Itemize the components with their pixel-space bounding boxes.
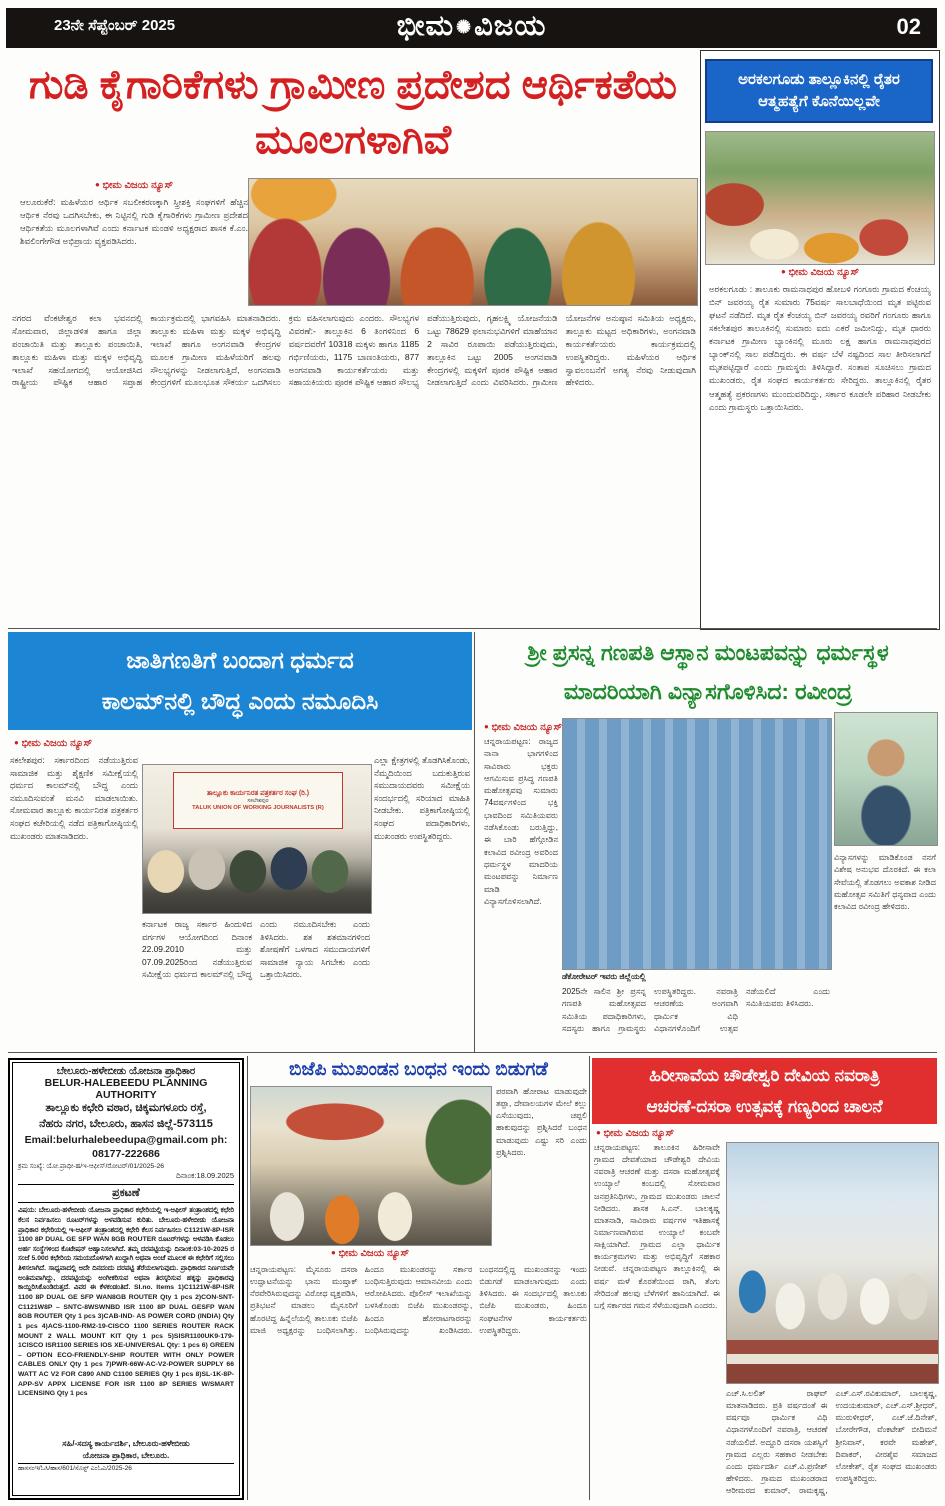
notice-inner-frame xyxy=(12,1062,240,1496)
section-divider-bottom xyxy=(8,1052,937,1053)
caste-press-photo xyxy=(142,764,372,914)
ganapathi-headline xyxy=(478,634,938,711)
lead-headline: ಗುಡಿ ಕೈಗಾರಿಕೆಗಳು ಗ್ರಾಮೀಣ ಪ್ರದೇಶದ ಆರ್ಥಿಕತೆಯ ಮೂಲಗಳಾಗಿವೆ xyxy=(29,63,677,163)
ganapathi-right-column: ವಿನ್ಯಾಸಗಳನ್ನು ಮಾಡಿಕೊಂಡ ನನಗೆ ವಿಶೇಷ ಅನುಭವ ದೊರಕಿದೆ. ಈ ಕಲಾ ಸೇವೆಯಲ್ಲಿ ತೊಡಗಲು ಅವಕಾಶ ನೀಡಿದ ಮಹೋತ್ಸವ ಸಮಿತಿಗೆ ಧನ್ಯವಾದ ಎಂದು ಕಲಾವಿದ ರವೀಂದ್ರ ಹೇಳಿದರು. xyxy=(834,853,936,912)
caste-headline-line2: ಕಾಲಮ್‌ನಲ್ಲಿ ಬೌದ್ಧ ಎಂದು ನಮೂದಿಸಿ xyxy=(101,688,379,714)
byline-bullet-icon: ● xyxy=(780,267,786,276)
bottom-divider-left xyxy=(247,1056,248,1500)
page-number: 02 xyxy=(896,14,921,39)
chaudeshwari-byline xyxy=(596,1128,674,1139)
caste-bottom-columns: ಕರ್ನಾಟಕ ರಾಜ್ಯ ಸರ್ಕಾರ ಹಿಂದುಳಿದ ವರ್ಗಗಳ ಆಯೋಗದಿಂದ ದಿನಾಂಕ 22.09.2010 ಮತ್ತು 07.09.2025ರಿಂದ ನಡೆಯುತ್ತಿರುವ ಸಮೀಕ್ಷೆಯ ಧರ್ಮದ ಕಾಲಮ್‌ನಲ್ಲಿ ಬೌದ್ಧ ಎಂದು ನಮೂದಿಸಬೇಕು ಎಂದು ತಿಳಿಸಿದರು. ಶತ ಶತಮಾನಗಳಿಂದ ಶೋಷಣೆಗೆ ಒಳಗಾದ ಸಮುದಾಯಗಳಿಗೆ ಸಾಮಾಜಿಕ ನ್ಯಾಯ ಸಿಗಬೇಕು ಎಂದು ಒತ್ತಾಯಿಸಿದರು. xyxy=(142,919,370,980)
byline-bullet-icon: ● xyxy=(484,722,489,731)
byline-text: ಭೀಮ ವಿಜಯ ನ್ಯೂಸ್ xyxy=(788,267,860,278)
byline-text: ಭೀಮ ವಿಜಯ ನ್ಯೂಸ್ xyxy=(102,180,174,191)
farmer-headline xyxy=(705,59,933,123)
bottom-divider-right xyxy=(589,1056,590,1500)
banner-line3: TALUK UNION OF WORKING JOURNALISTS (R) xyxy=(192,804,324,811)
caste-article xyxy=(8,632,472,1052)
bjp-photo xyxy=(250,1086,492,1246)
planning-authority-notice xyxy=(8,1058,244,1500)
ganapathi-byline xyxy=(484,722,562,733)
ganapathi-left-column: ಚನ್ನರಾಯಪಟ್ಟಣ: ರಾಜ್ಯದ ನಾನಾ ಭಾಗಗಳಿಂದ ಸಾವಿರಾರು ಭಕ್ತರು ಆಗಮಿಸುವ ಪ್ರಸಿದ್ಧ ಗಣಪತಿ ಮಹೋತ್ಸವವು ಸುಮಾರು 74ವರ್ಷಗಳಿಂದ ಭಕ್ತಿ ಭಾವದಿಂದ ಸಮಿತಿಯವರು ನಡೆಸಿಕೊಂಡು ಬರುತ್ತಿದ್ದು, ಈ ಬಾರಿ ಹೆಗ್ಗೋಡಿನ ಕಲಾವಿದ ರವೀಂದ್ರ ಅವರಿಂದ ಧರ್ಮಸ್ಥಳ ಮಾದರಿಯ ಮಂಟಪವನ್ನು ನಿರ್ಮಾಣ ಮಾಡಿ ವಿನ್ಯಾಸಗೊಳಿಸಲಾಗಿದೆ. xyxy=(484,737,558,906)
masthead-ornament-icon: ✺ xyxy=(456,16,473,37)
middle-column-divider xyxy=(474,632,475,1052)
bjp-side-column: ಪರವಾಗಿ ಹೋರಾಟ ಮಾಡುವುದೇ ತಪ್ಪಾ, ದೇವಾಲಯಗಳ ಮೇಲೆ ಕಲ್ಲು ಎಸೆಯುವುದು, ಚಪ್ಪಲಿ ಹಾಕುವುದನ್ನು ಪ್ರಶ್ನಿಸಿದರೆ ಬಂಧನ ಮಾಡುವುದು ಎಷ್ಟು ಸರಿ ಎಂದು ಪ್ರಶ್ನಿಸಿದರು. xyxy=(496,1087,587,1157)
chaudeshwari-left-column: ಚನ್ನರಾಯಪಟ್ಟಣ: ತಾಲೂಕಿನ ಹಿರೀಸಾವೇ ಗ್ರಾಮದ ದೇವತೆಯಾದ ಚೌಡೇಶ್ವರಿ ದೇವಿಯ ನವರಾತ್ರಿ ಆಚರಣೆ ಮತ್ತು ದಸರಾ ಮಹೋತ್ಸವಕ್ಕೆ ಉಯ್ಯಾಲೆ ಕಂಬದಲ್ಲಿ ಸೋಮವಾರ ಜನಪ್ರತಿನಿಧಿಗಳು, ಗ್ರಾಮದ ಮುಖಂಡರು ಚಾಲನೆ ನೀಡಿದರು. ಶಾಸಕ ಸಿ.ಎನ್. ಬಾಲಕೃಷ್ಣ ಮಾತನಾಡಿ, ಸಾವಿರಾರು ವರ್ಷಗಳ ಇತಿಹಾಸಕ್ಕೆ ನಿರ್ಮಾಣವಾಗಿರುವ ಉಯ್ಯಾಲೆ ಕಂಬವೇ ಸಾಕ್ಷಿಯಾಗಿದೆ. ಗ್ರಾಮದ ಎಲ್ಲಾ ಧಾರ್ಮಿಕ ಕಾರ್ಯಕ್ರಮಗಳು ಮತ್ತು ಅಭಿವೃದ್ಧಿಗೆ ಸಹಕಾರ ನೀಡುವೆ. ಚನ್ನರಾಯಪಟ್ಟಣ ತಾಲ್ಲೂಕಿನಲ್ಲಿ ಈ ವರ್ಷ ಮಳೆ ಕೊರತೆಯಿಂದ ರಾಗಿ, ತೆಂಗು ಸೇರಿದಂತೆ ಹಲವು ಬೆಳೆಗಳಿಗೆ ಹಾನಿಯಾಗಿದೆ. ಈ ಬಗ್ಗೆ ಸರ್ಕಾರದ ಗಮನ ಸೆಳೆಯುವುದಾಗಿ ಎಂದರು. xyxy=(594,1143,720,1310)
lead-article xyxy=(8,50,698,628)
caste-left-column: ಸಕಲೇಶಪುರ: ಸರ್ಕಾರದಿಂದ ನಡೆಯುತ್ತಿರುವ ಸಾಮಾಜಿಕ ಮತ್ತು ಶೈಕ್ಷಣಿಕ ಸಮೀಕ್ಷೆಯಲ್ಲಿ ಧರ್ಮದ ಕಾಲಮ್‌ನಲ್ಲಿ ಬೌದ್ಧ ಎಂದು ನಮೂದಿಸುವಂತೆ ಮನವಿ ಮಾಡಲಾಯಿತು. ಸೋಮವಾರ ತಾಲ್ಲೂಕು ಕಾರ್ಯನಿರತ ಪತ್ರಕರ್ತರ ಸಂಘದ ಕಚೇರಿಯಲ್ಲಿ ನಡೆದ ಪತ್ರಿಕಾಗೋಷ್ಠಿಯಲ್ಲಿ ಮುಖಂಡರು ಮಾತನಾಡಿದರು. xyxy=(10,755,138,841)
banner-line2: ಸಕಲೇಶಪುರ xyxy=(247,798,269,805)
notice-date: ದಿನಾಂಕ:18.09.2025 xyxy=(176,1171,234,1181)
press-conference-banner xyxy=(173,772,344,829)
notice-title-english: BELUR-HALEBEEDU PLANNING AUTHORITY xyxy=(44,1077,208,1101)
notice-signature xyxy=(18,1438,234,1461)
lead-event-photo xyxy=(248,178,698,306)
byline-bullet-icon: ● xyxy=(14,738,19,747)
chaudeshwari-crowd-photo xyxy=(726,1142,939,1384)
farmer-byline xyxy=(701,267,939,278)
newspaper-title-left: ಭೀಮ xyxy=(396,10,455,42)
notice-heading: ಪ್ರಕಟಣೆ xyxy=(18,1184,234,1203)
section-divider-top xyxy=(8,628,937,629)
farmer-body-text: ಅರಕಲಗೂಡು : ತಾಲೂಕು ರಾಮನಾಥಪುರ ಹೋಬಳಿ ಗಂಗೂರು ಗ್ರಾಮದ ಕೆಂಚಯ್ಯ ಬಿನ್ ಜವರಯ್ಯ ರೈತ ಸುಮಾರು 75ವರ್ಷ ಸಾಲಬಾಧೆಯಿಂದ ಮೃತ ಪಟ್ಟಿರುವ ಘಟನೆ ನಡೆದಿದೆ. ಮೃತ ರೈತ ಕೆಂಚಯ್ಯ ಬಿನ್ ಜವರಯ್ಯ ರವರಿಗೆ ಗಂಗೂರು ಹಾಗೂ ಸಕಲೇಶಪುರ ತಾಲೂಕಿನಲ್ಲಿ ಸುಮಾರು ಐದು ಎಕರೆ ಜಮೀನಿದ್ದು, ಮೃತ ಧಾರರು ಕರ್ನಾಟಕ ಗ್ರಾಮೀಣ ಬ್ಯಾಂಕಿನಲ್ಲಿ ಮೂರು ಲಕ್ಷ ಹಾಗೂ ರಾಮನಾಥಪುರದ ಬ್ಯಾಂಕ್‌ನಲ್ಲಿ ಸಾಲ ಪಡೆದಿದ್ದರು. ಈ ವರ್ಷ ಬೆಳೆ ನಷ್ಟದಿಂದ ಸಾಲ ತೀರಿಸಲಾಗದೆ ಮೃತಪಟ್ಟಿದ್ದಾರೆ ಎಂದು ಗ್ರಾಮಸ್ಥರು ತಿಳಿಸಿದ್ದಾರೆ. ಸಂತಾಪ ಸೂಚಿಸಲು ಗ್ರಾಮದ ಮುಖಂಡರು, ರೈತ ಸಂಘದ ಕಾರ್ಯಕರ್ತರು ಸೇರಿದ್ದರು. ತಾಲ್ಲೂಕಿನಲ್ಲಿ ರೈತರ ಆತ್ಮಹತ್ಯೆ ಪ್ರಕರಣಗಳು ಮುಂದುವರಿದಿದ್ದು, ಸರ್ಕಾರ ಕೂಡಲೇ ಪರಿಹಾರ ನೀಡಬೇಕು ಎಂದು ಗ್ರಾಮಸ್ಥರು ಒತ್ತಾಯಿಸಿದರು. xyxy=(709,284,931,412)
chaudeshwari-headline xyxy=(592,1058,937,1124)
ganapathi-headline-line1: ಶ್ರೀ ಪ್ರಸನ್ನ ಗಣಪತಿ ಆಸ್ಥಾನ ಮಂಟಪವನ್ನು ಧರ್ಮಸ್ಥಳ xyxy=(527,640,889,665)
bjp-body-columns: ಚನ್ನರಾಯಪಟ್ಟಣ: ಮೈಸೂರು ದಸರಾ ಉದ್ಘಾಟನೆಯನ್ನು ಭಾನು ಮುಷ್ತಾಕ್ ನೆರವೇರಿಸಿರುವುದನ್ನು ವಿರೋಧ ವ್ಯಕ್ತಪಡಿಸಿ, ಪ್ರತಿಭಟನೆ ಮಾಡಲು ಮೈಸೂರಿಗೆ ಹೊರಟಿದ್ದ ಹಿನ್ನೆಲೆಯಲ್ಲಿ ತಾಲೂಕು ಬಿಜೆಪಿ ಮಾಜಿ ಅಧ್ಯಕ್ಷರನ್ನು ಬಂಧಿಸಲಾಗಿತ್ತು. ಹಿಂದೂ ಮುಖಂಡರನ್ನು ಸರ್ಕಾರ ಬಂಧಿಸುತ್ತಿರುವುದು ಆಮಾನವೀಯ ಎಂದು ಆರೋಪಿಸಿದರು. ಪೊಲೀಸ್ ಇಲಾಖೆಯನ್ನು ಬಳಸಿಕೊಂಡು ಬಿಜೆಪಿ ಮುಖಂಡರನ್ನು, ಹಿಂದೂ ಹೋರಾಟಗಾರರನ್ನು ಬಂಧಿಸಿರುವುದನ್ನು ಖಂಡಿಸಿದರು. ಬಂಧನದಲ್ಲಿದ್ದ ಮುಖಂಡನನ್ನು ಇಂದು ಬಿಡುಗಡೆ ಮಾಡಲಾಗುವುದು ಎಂದು ತಿಳಿಸಿದರು. ಈ ಸಂದರ್ಭದಲ್ಲಿ ತಾಲೂಕು ಬಿಜೆಪಿ ಮುಖಂಡರು, ಹಿಂದೂ ಸಂಘಟನೆಗಳ ಕಾರ್ಯಕರ್ತರು ಉಪಸ್ಥಿತರಿದ್ದರು. xyxy=(250,1265,587,1335)
newspaper-title xyxy=(397,10,547,43)
bjp-article xyxy=(250,1058,587,1500)
chaudeshwari-headline-line2: ಆಚರಣೆ-ದಸರಾ ಉತ್ಸವಕ್ಕೆ ಗಣ್ಯರಿಂದ ಚಾಲನೆ xyxy=(646,1097,883,1116)
byline-bullet-icon: ● xyxy=(94,180,100,189)
byline-text: ಭೀಮ ವಿಜಯ ನ್ಯೂಸ್ xyxy=(603,1128,675,1139)
caste-right-column: ಎಲ್ಲಾ ಕ್ಷೇತ್ರಗಳಲ್ಲಿ ತೊಡಗಿಸಿಕೊಂಡು, ನೆಮ್ಮದಿಯಿಂದ ಬದುಕುತ್ತಿರುವ ಸಮುದಾಯದವರು ಸಮೀಕ್ಷೆಯ ಸಂದರ್ಭದಲ್ಲಿ ಸರಿಯಾದ ಮಾಹಿತಿ ನೀಡಬೇಕು. ಪತ್ರಿಕಾಗೋಷ್ಠಿಯಲ್ಲಿ ಸಂಘದ ಪದಾಧಿಕಾರಿಗಳು, ಮುಖಂಡರು ಉಪಸ್ಥಿತರಿದ್ದರು. xyxy=(374,755,470,841)
farmer-headline-line1: ಅರಕಲಗೂಡು ತಾಲ್ಲೂಕಿನಲ್ಲಿ ರೈತರ xyxy=(738,70,900,88)
masthead-bar xyxy=(6,8,937,48)
ganapathi-bottom-columns: 2025ನೇ ಸಾಲಿನ ಶ್ರೀ ಪ್ರಸನ್ನ ಗಣಪತಿ ಮಹೋತ್ಸವದ ಸಮಿತಿಯ ಪದಾಧಿಕಾರಿಗಳು, ಸದಸ್ಯರು ಹಾಗೂ ಗ್ರಾಮಸ್ಥರು ಉಪಸ್ಥಿತರಿದ್ದರು. ನವರಾತ್ರಿ ಆಚರಣೆಯ ಅಂಗವಾಗಿ ಧಾರ್ಮಿಕ ವಿಧಿ ವಿಧಾನಗಳೊಂದಿಗೆ ಉತ್ಸವ ನಡೆಯಲಿದೆ ಎಂದು ಸಮಿತಿಯವರು ತಿಳಿಸಿದರು. xyxy=(562,987,830,1033)
lead-intro-paragraph: ಆಲೂರುಕೆರೆ: ಮಹಿಳೆಯರ ಆರ್ಥಿಕ ಸಬಲೀಕರಣಕ್ಕಾಗಿ ಸ್ತ್ರೀಶಕ್ತಿ ಸಂಘಗಳಿಗೆ ಹೆಚ್ಚಿನ ಆರ್ಥಿಕ ನೆರವು ಒದಗಿಸಬೇಕು, ಈ ನಿಟ್ಟಿನಲ್ಲಿ ಗುಡಿ ಕೈಗಾರಿಕೆಗಳು ಗ್ರಾಮೀಣ ಪ್ರದೇಶದ ಆರ್ಥಿಕತೆಯ ಮೂಲಗಳಾಗಿವೆ ಎಂದು ಕರ್ನಾಟಕ ಮಂಡಳಿ ಅಧ್ಯಕ್ಷರಾದ ಶಾಸಕ ಕೆ.ಎಂ. ಶಿವಲಿಂಗೇಗೌಡ ಅಭಿಪ್ರಾಯ ವ್ಯಕ್ತಪಡಿಸಿದರು. xyxy=(20,197,248,246)
farmer-photo xyxy=(705,131,935,265)
notice-email-phone: Email:belurhalebeedupa@gmail.com ph: 08177-222686 xyxy=(24,1133,228,1161)
caste-byline xyxy=(14,738,92,749)
banner-line1: ತಾಲ್ಲೂಕು ಕಾರ್ಯನಿರತ ಪತ್ರಕರ್ತರ ಸಂಘ (ರಿ.) xyxy=(206,790,310,798)
caste-headline-line1: ಜಾತಿಗಣತಿಗೆ ಬಂದಾಗ ಧರ್ಮದ xyxy=(126,646,354,673)
caste-headline xyxy=(8,632,472,730)
notice-signature-line2: ಯೋಜನಾ ಪ್ರಾಧಿಕಾರ, ಬೇಲೂರು. xyxy=(82,1450,170,1460)
chaudeshwari-article xyxy=(592,1058,937,1500)
byline-bullet-icon: ● xyxy=(596,1128,601,1137)
newspaper-title-right: ವಿಜಯ xyxy=(474,10,547,42)
lead-body-text: ನಗರದ ವೆಂಕಟೇಶ್ವರ ಕಲಾ ಭವನದಲ್ಲಿ ಸೋಮವಾರ, ಜಿಲ್ಲಾಡಳಿತ ಹಾಗೂ ಜಿಲ್ಲಾ ಪಂಚಾಯಿತಿ ಮತ್ತು ತಾಲ್ಲೂಕು ಪಂಚಾಯಿತಿ, ತಾಲ್ಲೂಕು ಮಹಿಳಾ ಮತ್ತು ಮಕ್ಕಳ ಅಭಿವೃದ್ಧಿ ಇಲಾಖೆ ಸಹಯೋಗದಲ್ಲಿ ಆಯೋಜಿಸಿದ ರಾಷ್ಟ್ರೀಯ ಪೌಷ್ಟಿಕ ಆಹಾರ ಸಪ್ತಾಹ ಕಾರ್ಯಕ್ರಮದಲ್ಲಿ ಭಾಗವಹಿಸಿ ಮಾತನಾಡಿದರು. ತಾಲ್ಲೂಕು ಮಹಿಳಾ ಮತ್ತು ಮಕ್ಕಳ ಅಭಿವೃದ್ಧಿ ಇಲಾಖೆ ಹಾಗೂ ಅಂಗನವಾಡಿ ಕೇಂದ್ರಗಳ ಮೂಲಕ ಗ್ರಾಮೀಣ ಮಹಿಳೆಯರಿಗೆ ಹಲವು ಸೌಲಭ್ಯಗಳನ್ನು ನೀಡಲಾಗುತ್ತಿದೆ, ಅಂಗನವಾಡಿ ಕೇಂದ್ರಗಳಿಗೆ ಮೂಲಭೂತ ಸೌಕರ್ಯ ಒದಗಿಸಲು ಕ್ರಮ ವಹಿಸಲಾಗುವುದು ಎಂದರು. ಸೌಲಭ್ಯಗಳ ವಿವರಣೆ:- ತಾಲ್ಲೂಕಿನ 6 ತಿಂಗಳಿನಿಂದ 6 ವರ್ಷದವರೆಗೆ 10318 ಮಕ್ಕಳು ಹಾಗೂ 1185 ಗರ್ಭಿಣಿಯರು, 1175 ಬಾಣಂತಿಯರು, 877 ಅಂಗನವಾಡಿ ಕಾರ್ಯಕರ್ತೆಯರು ಮತ್ತು ಸಹಾಯಕಿಯರು ಪೂರಕ ಪೌಷ್ಟಿಕ ಆಹಾರ ಸೌಲಭ್ಯ ಪಡೆಯುತ್ತಿರುವುದು, ಗೃಹಲಕ್ಷ್ಮಿ ಯೋಜನೆಯಡಿ ಒಟ್ಟು 78629 ಫಲಾನುಭವಿಗಳಿಗೆ ಮಾಹೆಯಾನ 2 ಸಾವಿರ ರೂಪಾಯಿ ಪಡೆಯುತ್ತಿರುವುದು, ತಾಲ್ಲೂಕಿನ ಒಟ್ಟು 2005 ಅಂಗನವಾಡಿ ಕೇಂದ್ರಗಳಲ್ಲಿ ಮಕ್ಕಳಿಗೆ ಪೂರಕ ಪೌಷ್ಟಿಕ ಆಹಾರ ನೀಡಲಾಗುತ್ತಿದೆ ಎಂದು ವಿವರಿಸಿದರು. ಗ್ರಾಮೀಣ ಯೋಜನೆಗಳ ಅನುಷ್ಠಾನ ಸಮಿತಿಯ ಅಧ್ಯಕ್ಷರು, ತಾಲ್ಲೂಕು ಮಟ್ಟದ ಅಧಿಕಾರಿಗಳು, ಅಂಗನವಾಡಿ ಕಾರ್ಯಕರ್ತೆಯರು ಕಾರ್ಯಕ್ರಮದಲ್ಲಿ ಉಪಸ್ಥಿತರಿದ್ದರು. ಮಹಿಳೆಯರ ಆರ್ಥಿಕ ಸ್ವಾವಲಂಬನೆಗೆ ಅಗತ್ಯ ನೆರವು ನೀಡುವುದಾಗಿ ಹೇಳಿದರು. xyxy=(12,313,696,388)
notice-reference-number: ಕ್ರಮ ಸಂಖ್ಯೆ: ಯೋ.ಪ್ರಾಧೀ-ಹ/ಇ-ಆಫೀಸ್/ರೋಟರ್/01/2025-26 xyxy=(18,1163,165,1171)
edition-date: 23ನೇ ಸೆಪ್ಟೆಂಬರ್ 2025 xyxy=(54,17,176,34)
bjp-headline: ಬಿಜೆಪಿ ಮುಖಂಡನ ಬಂಧನ ಇಂದು ಬಿಡುಗಡೆ xyxy=(289,1058,548,1079)
ganapathi-article xyxy=(478,632,938,1052)
byline-bullet-icon: ● xyxy=(330,1248,336,1257)
notice-footer-reference: ಹಾಸಸಂಇ/ಓಸಿ/ಹಾಸ/601/ಸೊಸ್ಟ್ ಎಂಓಎ/2025-26 xyxy=(18,1463,234,1473)
notice-address-line1: ತಾಲ್ಲೂಕು ಕಛೇರಿ ವಠಾರ, ಚಿಕ್ಕಮಗಳೂರು ರಸ್ತೆ, xyxy=(45,1102,207,1114)
notice-body-text: ವಿಷಯ: ಬೇಲೂರು-ಹಳೇಬೀಡು ಯೋಜನಾ ಪ್ರಾಧಿಕಾರ ಕಛೇರಿಯಲ್ಲಿ ಇ-ಆಫೀಸ್ ತಂತ್ರಾಂಶದಲ್ಲಿ ಕಛೇರಿ ಕೆಲಸ ನಿರ್ವಹಿಸಲು ರೂಟರ್‌ಗಳನ್ನು ಅಳವಡಿಸುವ ಕುರಿತು. ಬೇಲೂರು-ಹಳೇಬೀಡು ಯೋಜನಾ ಪ್ರಾಧಿಕಾರ ಕಛೇರಿಯಲ್ಲಿ ಇ-ಆಫೀಸ್ ತಂತ್ರಾಂಶದಲ್ಲಿ ಕಛೇರಿ ಕೆಲಸ ನಿರ್ವಹಿಸಲು C1121W-8P-ISR 1100 8P DUAL GE SFP WAN 8GB ROUTER ರೂಟರ್‌ಗಳನ್ನು ಅಳವಡಿಸಿ ಕೊಡಲು ಅರ್ಹ ಸಂಸ್ಥೆಗಳಿಂದ ಕೊಟೇಷನ್ ಆಹ್ವಾನಿಸಲಾಗಿದೆ. ತಮ್ಮ ದರಪಟ್ಟಿಯನ್ನು ದಿನಾಂಕ:03-10-2025 ರ ಸಂಜೆ 5.00ರ ಕಛೇರಿಯ ಸಮಯದೊಳಗಾಗಿ ಖುದ್ದಾಗಿ ಅಥವಾ ಅಂಚೆ ಮೂಲಕ ಈ ಕಛೇರಿಗೆ ಸಲ್ಲಿಸಲು ತಿಳಿಸಲಾಗಿದೆ. ಸಾಧ್ಯವಾದಲ್ಲಿ ಅದೇ ದಿನದಂದು ದರಪಟ್ಟಿ ತೆರೆಯಲಾಗುವುದು. ಪ್ರಾಧಿಕಾರದ ನಿರ್ಣಯವೇ ಅಂತಿಮವಾಗಿದ್ದು, ದರಪಟ್ಟಿಯನ್ನು ಅಂಗೀಕರಿಸುವ ಅಥವಾ ತಿರಸ್ಕರಿಸುವ ಹಕ್ಕನ್ನು ಪ್ರಾಧಿಕಾರವು ಕಾಯ್ದಿರಿಸಿಕೊಂಡಿರುತ್ತದೆ. ವಿವರ ಈ ಕೆಳಕಂಡಂತಿದೆ. SI.no. Items 1)C1121W-8P-ISR 1100 8P DUAL GE SFP WAN8GB ROUTER Qty 1 pcs 2)CON-SNT-C1121W8P – SNTC-8WSWNBD ISR 1100 8P DUAL GESFP WAN 8GB ROUTER Qty 1 pcs 3)CAB-IND- AS POWER CORD (INDIA) Qty 1 pcs 4)ACS-1100-RM2-19-CISCO 1100 SERIES ROUTER RACK MOUNT 2 WALL MOUNT KIT Qty 1 pcs 5)SISR1100UK9-179-1CISCO ISR1100 SERIES IOS XE-UNIVERSAL Qty: 1 pcs 6) GREEN – OPTION ECO-FRIENDLY-SHIP ROUTER WITH ONLY POWER CABLES ONLY Qty 1 pcs 7)PWR-66W-AC-V2-POWER SUPPLY 66 WATT AC V2 FOR C890 AND C1100 SERIES Qty 1 pcs 8)SL-1K-8P-APP-SV APPX LICENSE FOR ISR 1100 8P SERIES W/SMART LICENSING Qty 1 pcs xyxy=(18,1207,234,1398)
chaudeshwari-bottom-columns: ಎಚ್.ಸಿ.ಲಲಿತ್ ರಾಘವ್ ಮಾತನಾಡಿದರು. ಪ್ರತಿ ವರ್ಷದಂತೆ ಈ ವರ್ಷವೂ ಧಾರ್ಮಿಕ ವಿಧಿ ವಿಧಾನಗಳೊಂದಿಗೆ ನವರಾತ್ರಿ, ಆಚರಣೆ ನಡೆಯಲಿದೆ. ಅದ್ದೂರಿ ದಸರಾ ಯಶಸ್ವಿಗೆ ಗ್ರಾಮದ ಎಲ್ಲರು ಸಹಕಾರ ನೀಡಬೇಕು ಎಂದು ಧರ್ಮದರ್ಶಿ ಎಚ್.ವಿ.ಪ್ರಣೀಶ್ ಹೇಳಿದರು. ಗ್ರಾಮದ ಮುಖಂಡರಾದ ಆರೀಮರದ ಕುಮಾರ್, ರಾಮಕೃಷ್ಣ, ಎಚ್.ಎಸ್.ರವಿಕುಮಾರ್, ಬಾಲಕೃಷ್ಣ, ಉದಯಕುಮಾರ್, ಎಚ್.ಎಸ್.ಶ್ರೀಧರ್, ಮುರುಳೀಧರ್, ಎಚ್.ಜೆ.ದಿನೇಶ್, ಬೋರೇಗೌಡ, ವೆಂಕಟೇಶ್ ಬೀದಿಮನೆ ಶ್ರೀನಿವಾಸ್, ಕರವೇ ಮಹೇಶ್, ದಿವಾಕರ್, ವೀರಶೈವ ಸಮಾಜದ ಲೋಕೇಶ್, ರೈತ ಸಂಘದ ಮುಖಂಡರು ಉಪಸ್ಥಿತರಿದ್ದರು. xyxy=(726,1389,937,1496)
lead-byline xyxy=(24,180,244,191)
mantapa-photo-caption: ಡೆಕೋರೇಟರ್ ಇವರು ಜಿಲ್ಲೆಯಲ್ಲಿ xyxy=(562,972,646,981)
farmer-headline-line2: ಆತ್ಮಹತ್ಯೆಗೆ ಕೊನೆಯಿಲ್ಲವೇ xyxy=(758,93,880,110)
notice-address-line2: ನೆಹರು ನಗರ, ಬೇಲೂರು, ಹಾಸನ ಜಿಲ್ಲೆ-573115 xyxy=(39,1117,213,1130)
ganapathi-mantapa-photo xyxy=(562,718,832,970)
notice-title-kannada: ಬೇಲೂರು-ಹಳೇಬೀಡು ಯೋಜನಾ ಪ್ರಾಧಿಕಾರ xyxy=(56,1066,196,1077)
ravindra-portrait-photo xyxy=(834,712,938,846)
chaudeshwari-headline-line1: ಹಿರೀಸಾವೆಯ ಚೌಡೇಶ್ವರಿ ದೇವಿಯ ನವರಾತ್ರಿ xyxy=(649,1065,880,1085)
ganapathi-headline-line2: ಮಾದರಿಯಾಗಿ ವಿನ್ಯಾಸಗೊಳಿಸಿದ: ರವೀಂದ್ರ xyxy=(563,678,853,704)
byline-text: ಭೀಮ ವಿಜಯ ನ್ಯೂಸ್ xyxy=(21,738,93,749)
farmer-article xyxy=(700,50,940,630)
byline-text: ಭೀಮ ವಿಜಯ ನ್ಯೂಸ್ xyxy=(338,1248,410,1259)
byline-text: ಭೀಮ ವಿಜಯ ನ್ಯೂಸ್ xyxy=(491,722,563,733)
bjp-byline xyxy=(250,1248,490,1259)
notice-signature-line1: ಸಹಿ/-ಸದಸ್ಯ ಕಾರ್ಯದರ್ಶಿ, ಬೇಲೂರು-ಹಳೇಬೀಡು xyxy=(62,1439,190,1449)
